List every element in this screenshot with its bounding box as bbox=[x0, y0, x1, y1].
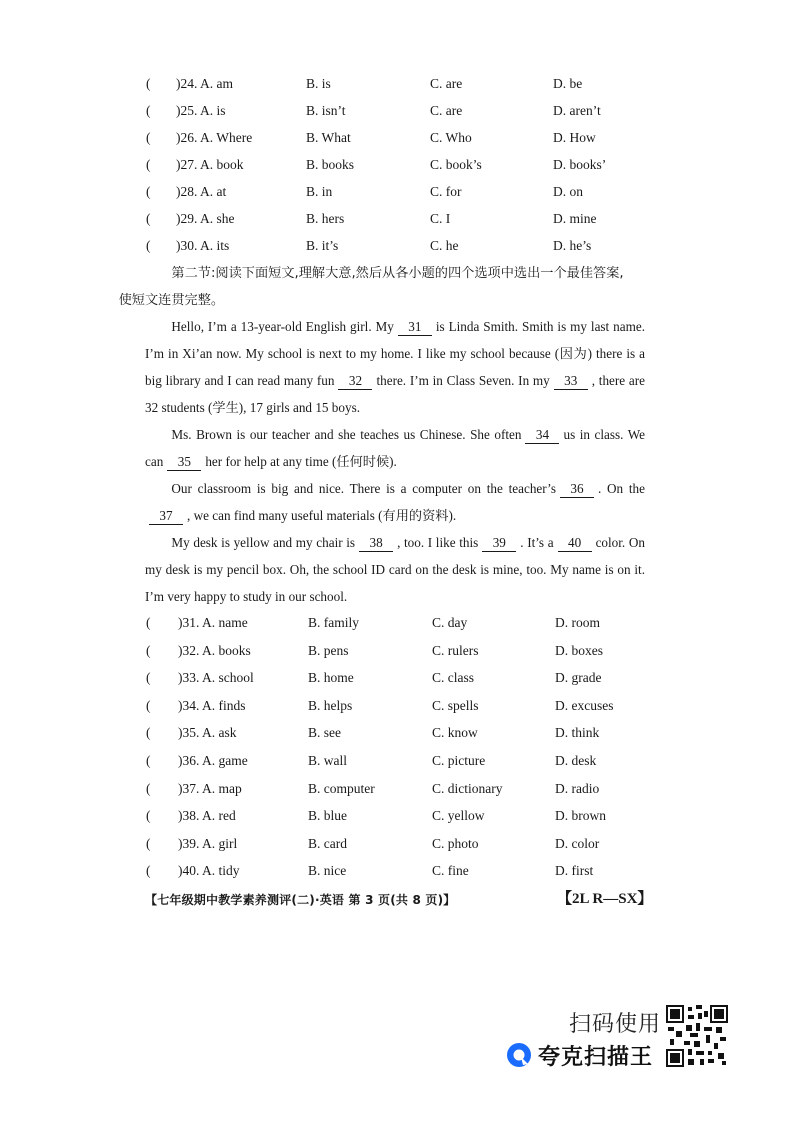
question-option-d: D. excuses bbox=[555, 697, 614, 713]
question-option-b: B. nice bbox=[308, 863, 347, 879]
question-option-b: B. pens bbox=[308, 642, 349, 658]
brand-name: 夸克扫描王 bbox=[538, 1044, 654, 1070]
question-option-d: D. How bbox=[553, 130, 596, 145]
question-option-c: C. Who bbox=[430, 130, 472, 145]
answer-bracket[interactable]: ( bbox=[146, 697, 151, 713]
blank-39: 39 bbox=[482, 535, 516, 552]
question-option-c: C. class bbox=[432, 670, 474, 686]
question-option-d: D. think bbox=[555, 725, 600, 741]
question-option-d: D. desk bbox=[555, 753, 597, 768]
passage-text: Ms. Brown is our teacher and she teaches us Chinese. She often bbox=[171, 427, 522, 442]
answer-bracket[interactable]: ( bbox=[146, 103, 151, 118]
question-option-c: C. are bbox=[430, 103, 463, 118]
question-option-b: B. in bbox=[306, 184, 333, 199]
blank-32: 32 bbox=[338, 373, 372, 390]
question-option-d: D. first bbox=[555, 863, 594, 879]
question-option-c: C. he bbox=[430, 238, 459, 253]
passage-paragraph-4 bbox=[145, 529, 645, 610]
question-option-b: B. is bbox=[306, 76, 331, 91]
question-option-a: )33. A. school bbox=[178, 670, 254, 686]
question-option-d: D. mine bbox=[553, 211, 597, 226]
question-option-b: B. helps bbox=[308, 697, 353, 713]
blank-38: 38 bbox=[359, 535, 393, 552]
question-option-d: D. aren’t bbox=[553, 103, 601, 118]
question-option-c: C. I bbox=[430, 211, 451, 226]
blank-37: 37 bbox=[149, 508, 183, 525]
question-option-c: C. yellow bbox=[432, 808, 485, 824]
question-option-c: C. know bbox=[432, 725, 478, 741]
passage-text: , there are 32 students (学生), 17 girls and 15 boys. bbox=[145, 373, 645, 415]
question-option-a: )37. A. map bbox=[178, 780, 242, 796]
answer-bracket[interactable]: ( bbox=[146, 211, 151, 226]
passage-text: is Linda Smith. Smith is my last name. I’m in Xi’an now. My school is next to my home. I like my school because (因为) there is a big library and I can read many fun bbox=[145, 319, 645, 388]
question-option-d: D. books’ bbox=[553, 157, 607, 172]
scanner-brand bbox=[506, 1040, 653, 1070]
answer-bracket[interactable]: ( bbox=[146, 615, 151, 630]
passage-paragraph-3 bbox=[145, 475, 645, 529]
scan-prompt: 扫码使用 bbox=[569, 1012, 662, 1037]
answer-bracket[interactable]: ( bbox=[146, 184, 151, 199]
passage-text: My desk is yellow and my chair is bbox=[171, 535, 356, 550]
passage-paragraph-1 bbox=[145, 313, 645, 421]
answer-bracket[interactable]: ( bbox=[146, 76, 151, 91]
answer-bracket[interactable]: ( bbox=[146, 863, 151, 879]
question-option-a: )24. A. am bbox=[176, 76, 233, 91]
question-option-c: C. for bbox=[430, 184, 462, 199]
question-option-d: D. boxes bbox=[555, 642, 603, 658]
question-option-b: B. hers bbox=[306, 211, 345, 226]
question-option-d: D. room bbox=[555, 615, 600, 630]
question-option-a: )38. A. red bbox=[178, 808, 236, 824]
reading-passage bbox=[145, 313, 645, 610]
question-option-d: D. be bbox=[553, 76, 583, 91]
question-option-d: D. color bbox=[555, 835, 600, 851]
question-option-a: )39. A. girl bbox=[178, 835, 238, 851]
blank-36: 36 bbox=[560, 481, 594, 498]
passage-text: , too. I like this bbox=[397, 535, 479, 550]
question-option-a: )31. A. name bbox=[178, 615, 248, 630]
question-option-a: )40. A. tidy bbox=[178, 863, 240, 879]
question-option-d: D. he’s bbox=[553, 238, 592, 253]
question-option-a: )27. A. book bbox=[176, 157, 244, 172]
section-2-instruction bbox=[118, 260, 645, 314]
answer-bracket[interactable]: ( bbox=[146, 157, 151, 172]
blank-33: 33 bbox=[554, 373, 588, 390]
question-option-d: D. brown bbox=[555, 808, 606, 824]
answer-bracket[interactable]: ( bbox=[146, 753, 151, 768]
passage-text: there. I’m in Class Seven. In my bbox=[376, 373, 550, 388]
question-option-c: C. day bbox=[432, 615, 468, 630]
question-option-a: )36. A. game bbox=[178, 753, 248, 768]
question-option-b: B. wall bbox=[308, 753, 347, 768]
answer-bracket[interactable]: ( bbox=[146, 808, 151, 824]
question-option-a: )25. A. is bbox=[176, 103, 226, 118]
question-option-a: )34. A. finds bbox=[178, 697, 246, 713]
blank-31: 31 bbox=[398, 319, 432, 336]
question-option-a: )26. A. Where bbox=[176, 130, 253, 145]
quark-logo-icon bbox=[506, 1042, 532, 1068]
question-option-c: C. picture bbox=[432, 753, 486, 768]
question-option-b: B. computer bbox=[308, 780, 375, 796]
question-option-b: B. isn’t bbox=[306, 103, 346, 118]
question-option-a: )28. A. at bbox=[176, 184, 227, 199]
question-option-c: C. rulers bbox=[432, 642, 479, 658]
question-option-c: C. book’s bbox=[430, 157, 482, 172]
blank-40: 40 bbox=[558, 535, 592, 552]
answer-bracket[interactable]: ( bbox=[146, 130, 151, 145]
answer-bracket[interactable]: ( bbox=[146, 725, 151, 741]
passage-text: , we can find many useful materials (有用的资料). bbox=[187, 508, 457, 523]
question-option-b: B. see bbox=[308, 725, 341, 741]
question-option-a: )30. A. its bbox=[176, 238, 230, 253]
question-option-c: C. are bbox=[430, 76, 463, 91]
question-option-c: C. dictionary bbox=[432, 780, 503, 796]
passage-text: Our classroom is big and nice. There is a computer on the teacher’s bbox=[171, 481, 556, 496]
instruction-line-2: 使短文连贯完整。 bbox=[118, 293, 225, 308]
question-option-b: B. family bbox=[308, 615, 359, 630]
answer-bracket[interactable]: ( bbox=[146, 642, 151, 658]
question-option-b: B. blue bbox=[308, 808, 347, 824]
paper-code: 【2L R—SX】 bbox=[557, 891, 653, 907]
qr-code-icon[interactable] bbox=[666, 1005, 728, 1067]
passage-text: . On the bbox=[597, 481, 645, 496]
question-option-b: B. books bbox=[306, 157, 355, 172]
passage-text: Hello, I’m a 13-year-old English girl. My bbox=[171, 319, 394, 334]
question-option-a: )35. A. ask bbox=[178, 725, 237, 741]
answer-bracket[interactable]: ( bbox=[146, 835, 151, 851]
question-option-d: D. radio bbox=[555, 780, 600, 796]
page-footer-info: 【七年级期中教学素养测评(二)·英语 第 3 页(共 8 页)】 bbox=[145, 893, 456, 907]
question-option-c: C. photo bbox=[432, 835, 479, 851]
answer-bracket[interactable]: ( bbox=[146, 670, 151, 686]
instruction-line-1: 第二节:阅读下面短文,理解大意,然后从各小题的四个选项中选出一个最佳答案, bbox=[171, 266, 624, 281]
answer-bracket[interactable]: ( bbox=[146, 238, 151, 253]
blank-35: 35 bbox=[167, 454, 201, 471]
passage-paragraph-2 bbox=[145, 421, 645, 475]
question-option-b: B. home bbox=[308, 670, 354, 686]
passage-text: color. On my desk is my pencil box. Oh, the school ID card on the desk is mine, too. My name is on it. I’m very happy to study in our school. bbox=[145, 535, 645, 604]
answer-bracket[interactable]: ( bbox=[146, 780, 151, 796]
question-option-d: D. on bbox=[553, 184, 583, 199]
question-option-c: C. spells bbox=[432, 697, 479, 713]
passage-text: . It’s a bbox=[520, 535, 554, 550]
question-option-a: )29. A. she bbox=[176, 211, 235, 226]
question-option-a: )32. A. books bbox=[178, 642, 251, 658]
passage-text: us in class. We can bbox=[145, 427, 645, 469]
blank-34: 34 bbox=[525, 427, 559, 444]
question-option-b: B. What bbox=[306, 130, 351, 145]
question-option-b: B. it’s bbox=[306, 238, 339, 253]
question-option-b: B. card bbox=[308, 835, 347, 851]
passage-text: her for help at any time (任何时候). bbox=[205, 454, 397, 469]
question-option-d: D. grade bbox=[555, 670, 602, 686]
question-option-c: C. fine bbox=[432, 863, 469, 879]
